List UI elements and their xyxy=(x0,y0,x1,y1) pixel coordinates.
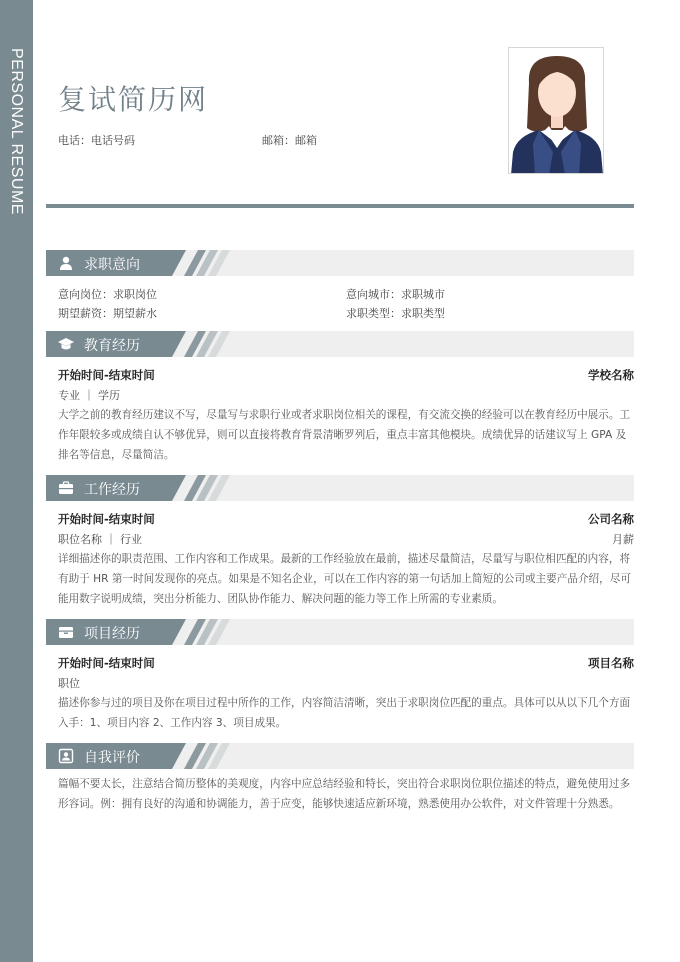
work-salary: 月薪 xyxy=(612,533,634,546)
project-name: 项目名称 xyxy=(588,656,634,670)
work-role: 职位名称 ｜ 行业 xyxy=(58,533,142,546)
user-icon xyxy=(58,255,74,271)
section-title-intent: 求职意向 xyxy=(84,257,140,273)
section-header-work xyxy=(46,475,634,501)
section-title-self: 自我评价 xyxy=(84,750,140,766)
work-company: 公司名称 xyxy=(588,512,634,526)
graduation-cap-icon xyxy=(58,336,74,352)
section-title-work: 工作经历 xyxy=(84,482,140,498)
education-school: 学校名称 xyxy=(588,368,634,382)
section-title-project: 项目经历 xyxy=(84,626,140,642)
intent-type: 求职类型：求职类型 xyxy=(346,307,445,320)
profile-photo xyxy=(508,47,604,174)
education-major: 专业 ｜ 学历 xyxy=(58,389,120,402)
work-description: 详细描述你的职责范围、工作内容和工作成果。最新的工作经验放在最前，描述尽量简洁，尽量写与职位相匹配的内容，将有助于 HR 第一时间发现你的亮点。如果是不知名企业，可以在工作内容的第一句话加上简短的公司或主要产品介绍，尽可能用数字说明成绩，突出分析能力、团队协作能力、解决问题的能力等工作上所需的专业素质。 xyxy=(58,553,631,605)
section-title-education: 教育经历 xyxy=(84,338,140,354)
self-description: 篇幅不要太长，注意结合简历整体的美观度，内容中应总结经验和特长，突出符合求职岗位职位描述的特点，避免使用过多形容词。例：拥有良好的沟通和协调能力，善于应变，能够快速适应新环境，熟悉使用办公软件，对文件管理十分熟悉。 xyxy=(58,778,631,810)
project-time: 开始时间-结束时间 xyxy=(58,656,155,670)
folder-icon xyxy=(58,624,74,640)
section-header-education xyxy=(46,331,634,357)
project-role: 职位 xyxy=(58,677,80,690)
contact-phone: 电话：电话号码 xyxy=(58,134,135,147)
section-header-project xyxy=(46,619,634,645)
intent-salary: 期望薪资：期望薪水 xyxy=(58,307,157,320)
education-time: 开始时间-结束时间 xyxy=(58,368,155,382)
intent-position: 意向岗位：求职岗位 xyxy=(58,288,157,301)
education-description: 大学之前的教育经历建议不写，尽量写与求职行业或者求职岗位相关的课程，有交流交换的经验可以在教育经历中展示。工作年限较多或成绩自认不够优异，则可以直接将教育背景清晰罗列后，重点丰富其他模块。成绩优异的话建议写上 GPA 及排名等信息，尽量简洁。 xyxy=(58,409,631,461)
header-divider xyxy=(46,204,634,208)
intent-city: 意向城市：求职城市 xyxy=(346,288,445,301)
work-time: 开始时间-结束时间 xyxy=(58,512,155,526)
side-vertical-title: PERSONAL RESUME xyxy=(8,48,25,215)
resume-name-title: 复试简历网 xyxy=(58,83,209,116)
contact-email: 邮箱：邮箱 xyxy=(262,134,317,147)
id-card-icon xyxy=(58,748,74,764)
section-header-intent xyxy=(46,250,634,276)
section-header-self xyxy=(46,743,634,769)
project-description: 描述你参与过的项目及你在项目过程中所作的工作，内容简洁清晰，突出于求职岗位匹配的重点。具体可以从以下几个方面入手：1、项目内容 2、工作内容 3、项目成果。 xyxy=(58,697,631,729)
briefcase-icon xyxy=(58,480,74,496)
